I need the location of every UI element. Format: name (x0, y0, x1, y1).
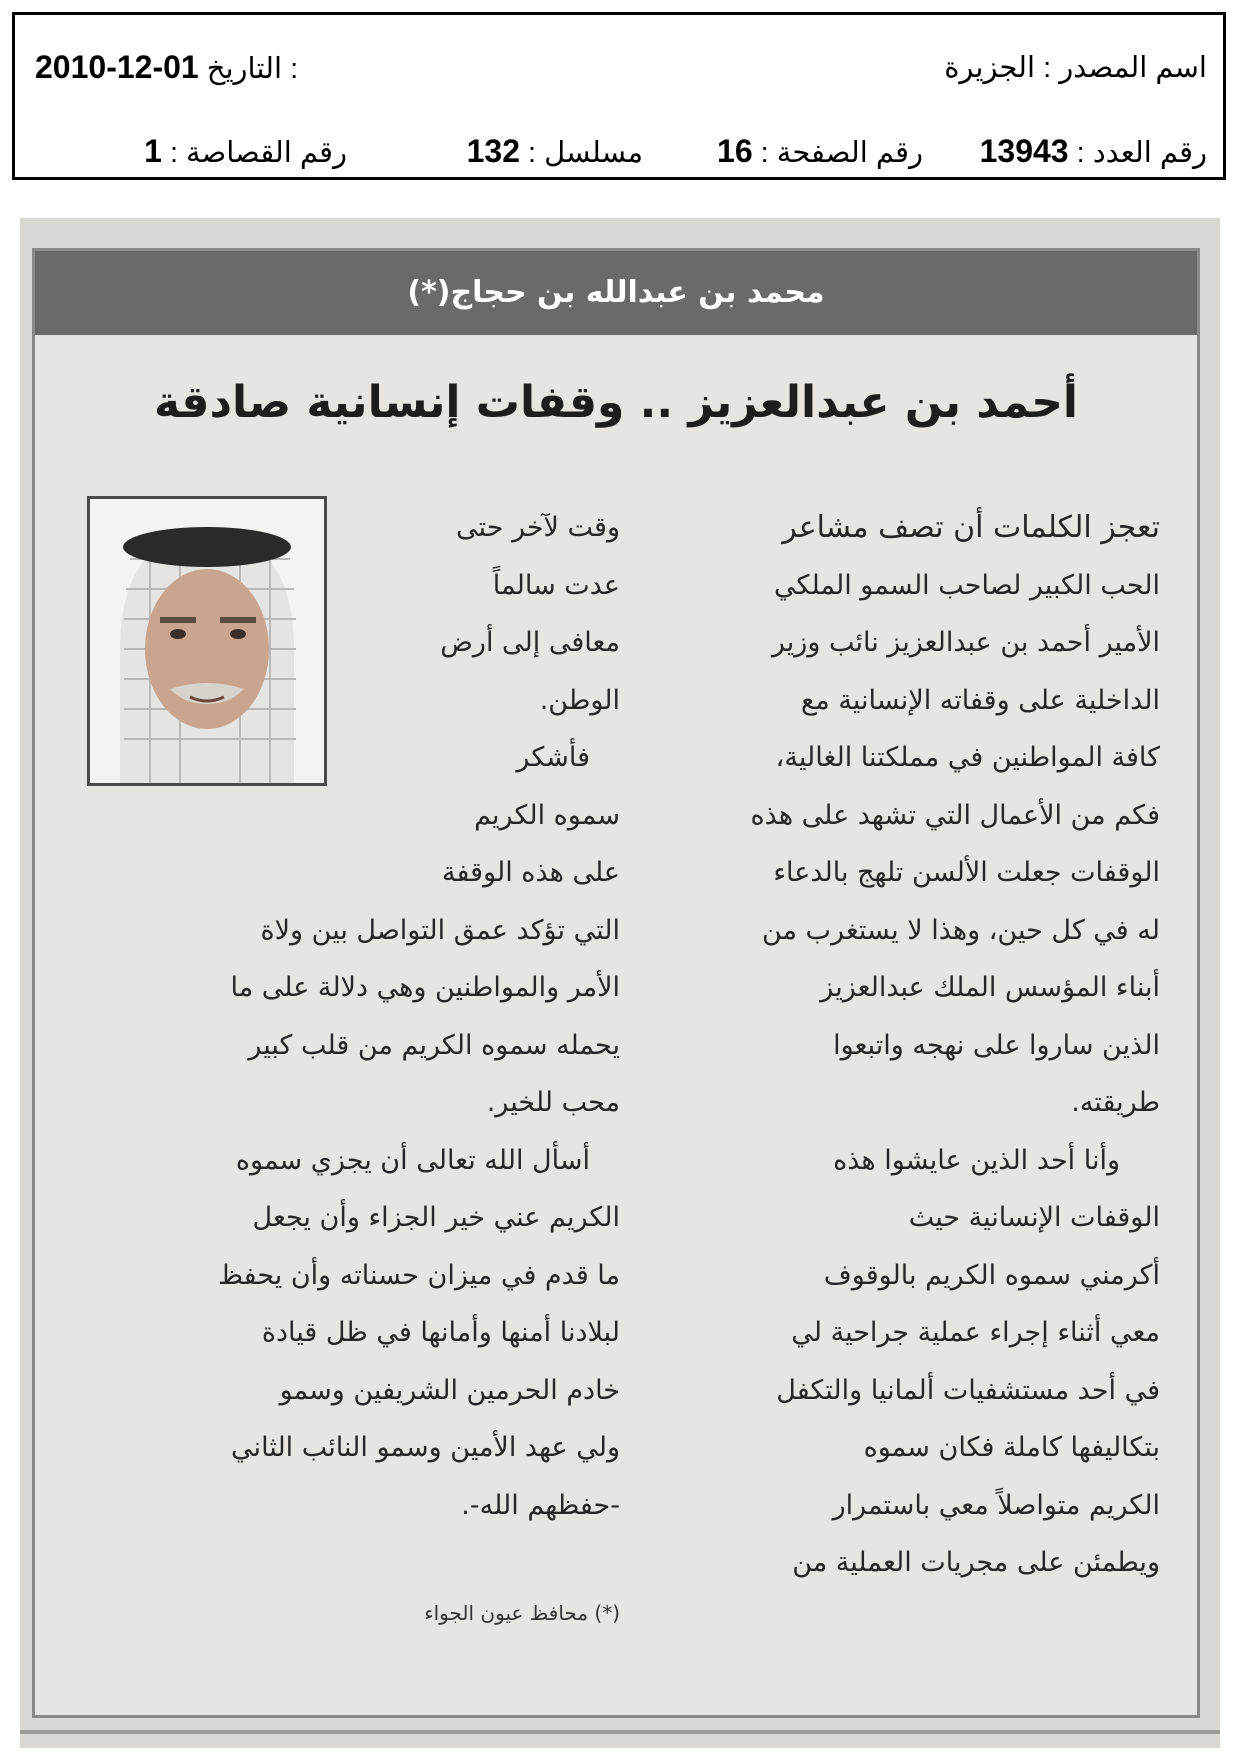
text-line: ولي عهد الأمين وسمو النائب الثاني (231, 1432, 620, 1463)
text-line: معي أثناء إجراء عملية جراحية لي (791, 1317, 1160, 1348)
text-line: ويطمئن على مجريات العملية من (792, 1547, 1160, 1578)
portrait-icon (90, 499, 324, 783)
clip-label: رقم القصاصة : (169, 136, 347, 169)
text-line: محب للخير. (486, 1087, 620, 1118)
text-line: -حفظهم الله-. (461, 1489, 620, 1521)
bottom-divider (20, 1730, 1220, 1734)
text-line: التي تؤكد عمق التواصل بين ولاة (260, 914, 620, 946)
text-line: في أحد مستشفيات ألمانيا والتكفل (776, 1374, 1160, 1406)
serial-value: 132 (466, 132, 520, 169)
author-byline: محمد بن عبدالله بن حجاج(*) (35, 251, 1197, 335)
date-value: 2010-12-01 (35, 48, 199, 85)
text-line: الكريم عني خير الجزاء وأن يجعل (252, 1202, 620, 1233)
text-line: معافى إلى أرض (440, 627, 620, 658)
text-line: الحب الكبير لصاحب السمو الملكي (774, 569, 1160, 601)
source-name: اسم المصدر : الجزيرة (944, 51, 1207, 84)
text-line: الكريم متواصلاً معي باستمرار (832, 1489, 1160, 1521)
text-line: خادم الحرمين الشريفين وسمو (279, 1374, 620, 1406)
text-line: الوطن. (539, 684, 620, 716)
clipping-metadata-box (12, 12, 1226, 180)
text-line: الوقفات جعلت الألسن تلهج بالدعاء (773, 857, 1160, 888)
metadata-row-1 (15, 37, 1223, 97)
page-value: 16 (717, 132, 753, 169)
text-line: تعجز الكلمات أن تصف مشاعر (782, 510, 1160, 545)
text-line: وقت لآخر حتى (456, 512, 620, 543)
text-line: ما قدم في ميزان حسناته وأن يحفظ (218, 1259, 620, 1291)
text-line: فكم من الأعمال التي تشهد على هذه (750, 799, 1160, 831)
page-number-field (717, 133, 923, 170)
text-line: أبناء المؤسس الملك عبدالعزيز (820, 972, 1160, 1003)
author-photo (87, 496, 327, 786)
text-line: له في كل حين، وهذا لا يستغرب من (761, 914, 1160, 946)
date-label: التاريخ : (206, 52, 299, 85)
article-column-left-top (375, 499, 620, 844)
text-line: لبلادنا أمنها وأمانها في ظل قيادة (261, 1317, 620, 1348)
article-column-right (635, 499, 1160, 1592)
serial-label: مسلسل : (528, 136, 643, 169)
newspaper-clipping (20, 218, 1220, 1748)
text-line: الأمر والمواطنين وهي دلالة على ما (230, 972, 620, 1003)
text-line: على هذه الوقفة (442, 857, 620, 888)
text-line: وأنا أحد الذين عايشوا هذه (833, 1144, 1120, 1176)
article-headline: أحمد بن عبدالعزيز .. وقفات إنسانية صادقة (153, 377, 1079, 428)
text-line: كافة المواطنين في مملكتنا الغالية، (775, 742, 1160, 773)
text-line: الداخلية على وقفاته الإنسانية مع (800, 684, 1160, 716)
issue-number-field (980, 133, 1207, 170)
text-line: أسأل الله تعالى أن يجزي سموه (235, 1144, 590, 1176)
text-line: الذين ساروا على نهجه واتبعوا (833, 1029, 1160, 1061)
text-line: بتكاليفها كاملة فكان سموه (863, 1432, 1160, 1463)
page-label: رقم الصفحة : (760, 136, 923, 169)
metadata-row-2 (15, 121, 1223, 181)
serial-field (467, 133, 643, 170)
date-field (35, 49, 298, 86)
text-line: طريقته. (1071, 1087, 1160, 1118)
text-line: سموه الكريم (474, 799, 620, 831)
clip-value: 1 (144, 132, 162, 169)
text-line: عدت سالماً (492, 569, 620, 601)
text-line: أكرمني سموه الكريم بالوقوف (823, 1259, 1160, 1291)
author-footnote: (*) محافظ عيون الجواء (424, 1601, 620, 1625)
article-column-left-bottom (85, 844, 620, 1534)
text-line: الوقفات الإنسانية حيث (908, 1202, 1160, 1233)
text-line: فأشكر (516, 742, 590, 773)
text-line: الأمير أحمد بن عبدالعزيز نائب وزير (771, 627, 1160, 658)
issue-value: 13943 (979, 132, 1069, 169)
clip-number-field (144, 133, 347, 170)
article-frame (32, 248, 1200, 1718)
text-line: يحمله سموه الكريم من قلب كبير (248, 1029, 620, 1061)
issue-label: رقم العدد : (1076, 136, 1207, 169)
